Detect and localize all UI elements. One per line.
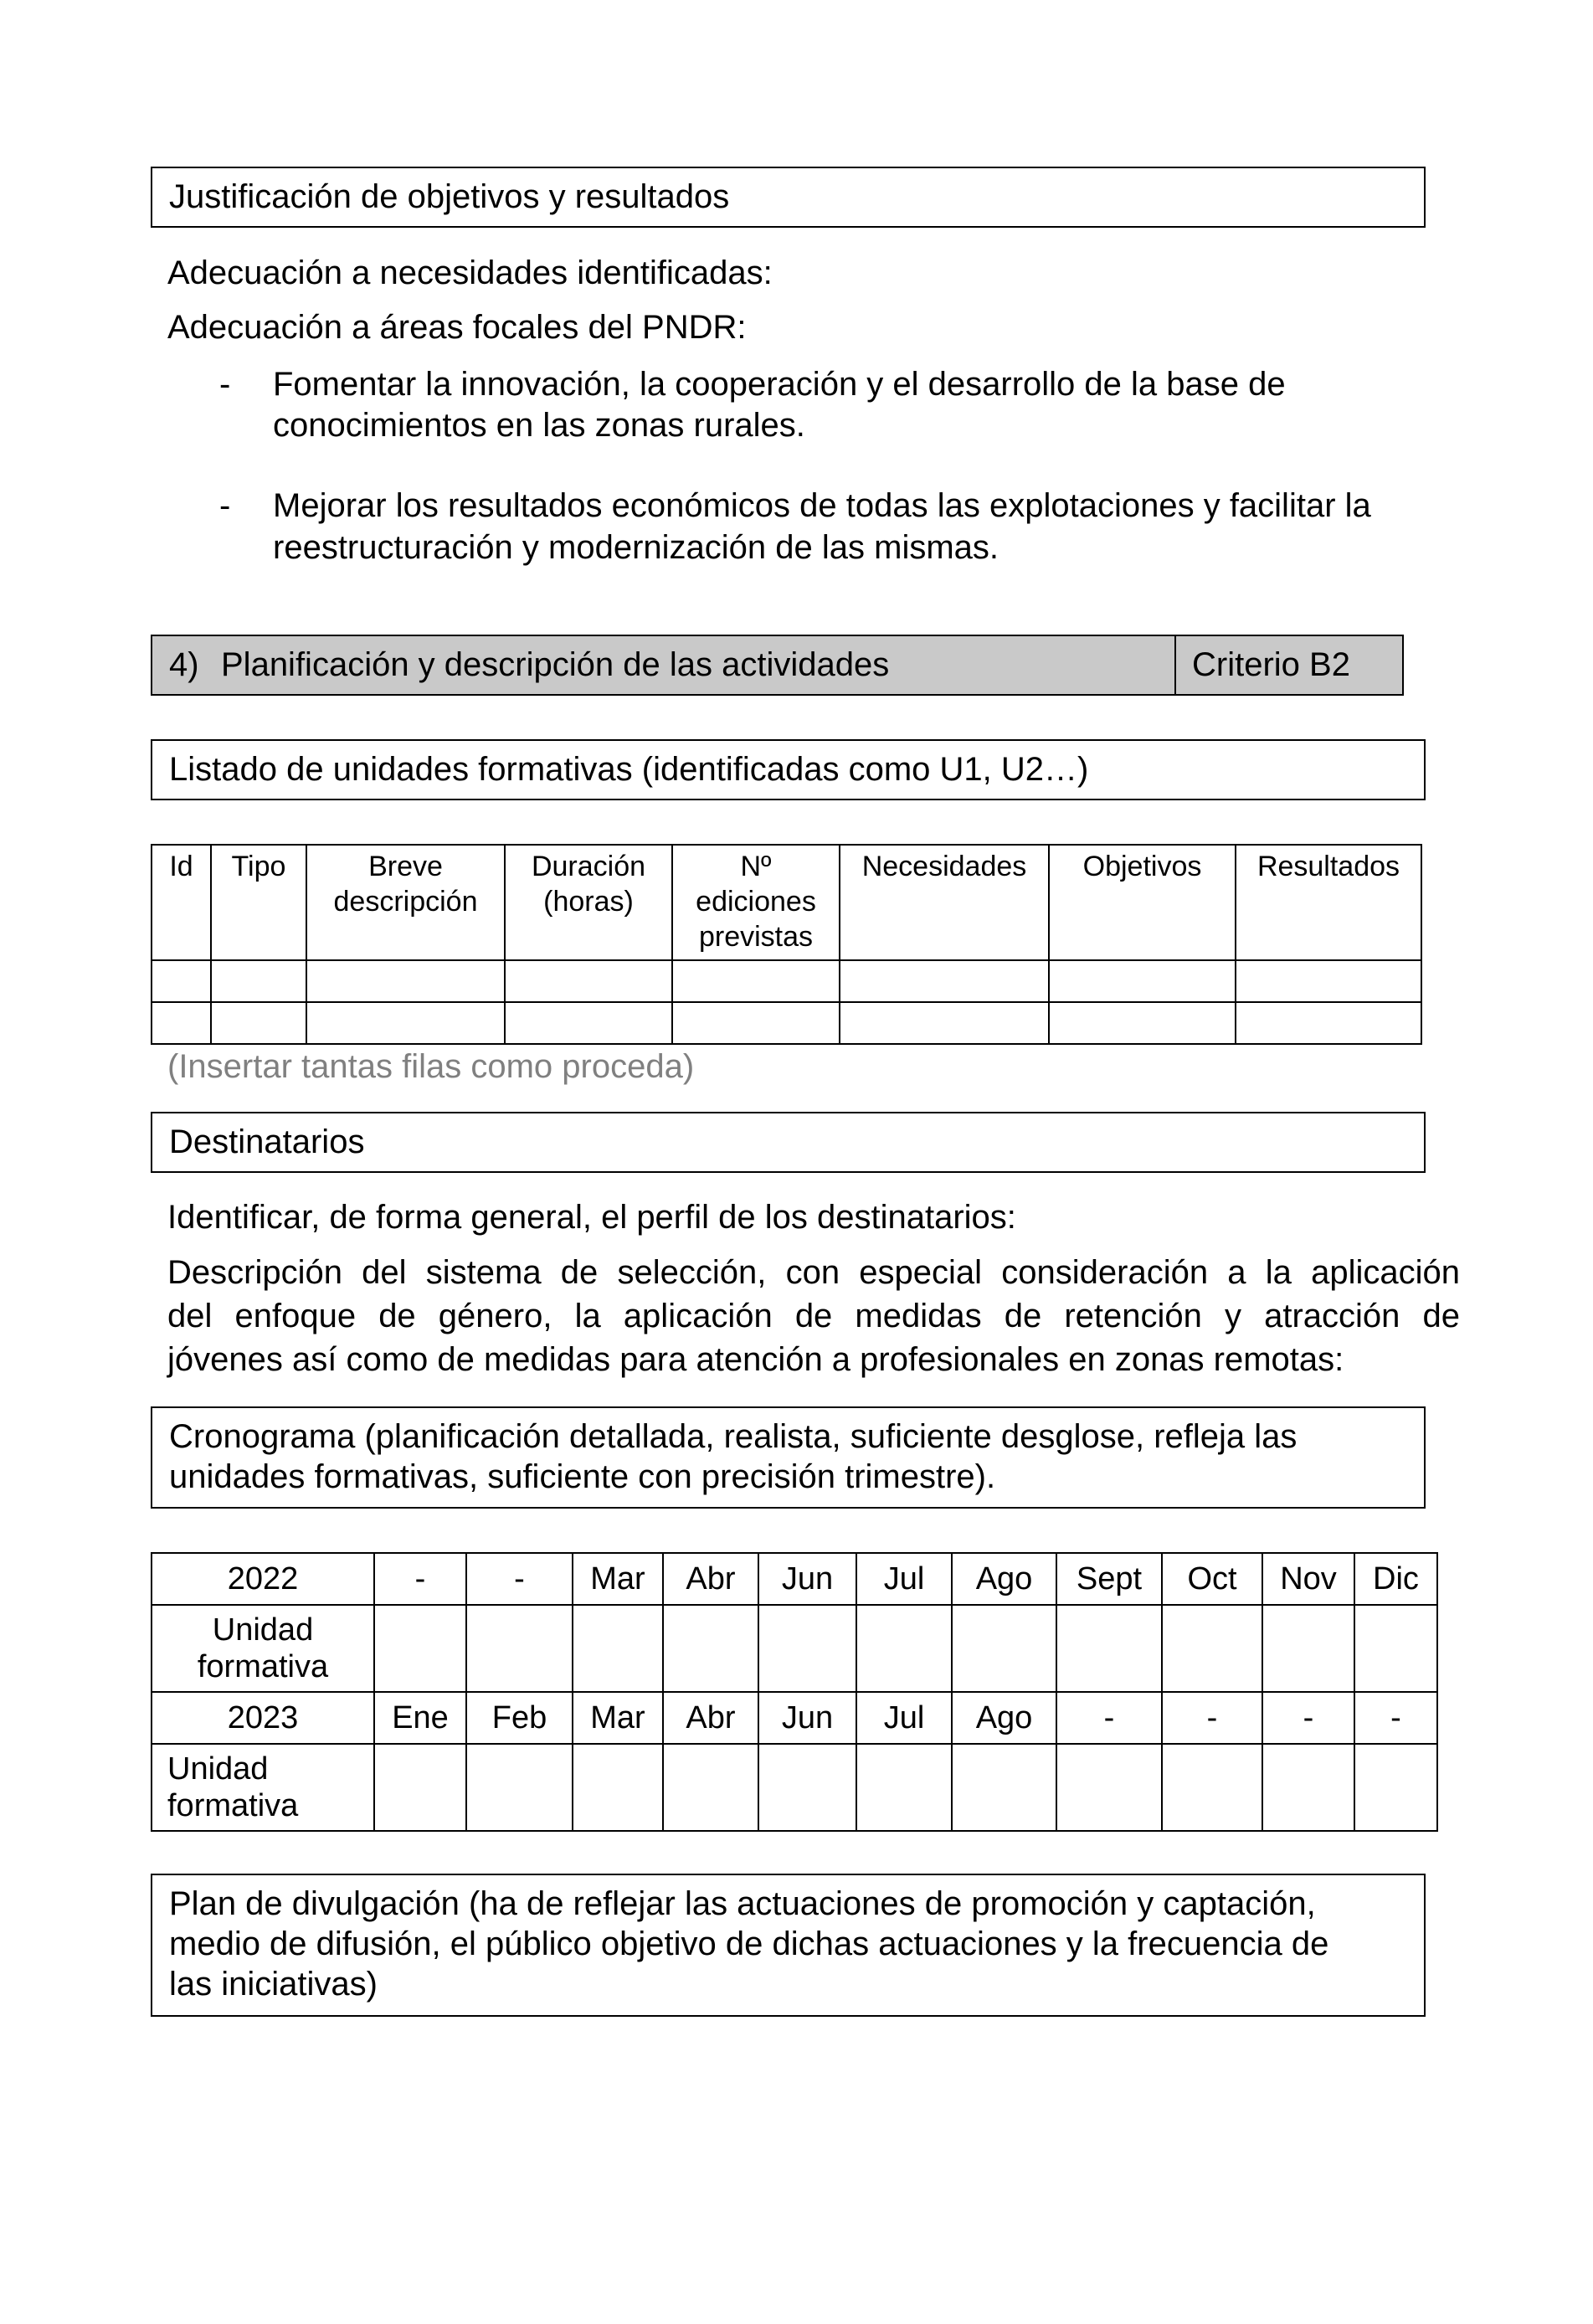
month-cell: Oct xyxy=(1162,1553,1262,1605)
month-cell: Dic xyxy=(1354,1553,1437,1605)
table-cell[interactable] xyxy=(211,1002,306,1044)
justificacion-header: Justificación de objetivos y resultados xyxy=(169,178,730,215)
unidad-formativa-label: Unidad formativa xyxy=(152,1605,374,1692)
table-cell[interactable] xyxy=(672,960,840,1002)
month-cell: - xyxy=(466,1553,573,1605)
divulgacion-line-1: Plan de divulgación (ha de reflejar las actuaciones de promoción y captación, xyxy=(169,1885,1316,1922)
unidades-table xyxy=(151,844,1422,1045)
table-cell[interactable] xyxy=(1262,1744,1354,1831)
table-cell[interactable] xyxy=(374,1605,466,1692)
table-cell[interactable] xyxy=(1236,960,1421,1002)
month-cell: - xyxy=(1162,1692,1262,1744)
table-cell[interactable] xyxy=(856,1605,952,1692)
unidad-formativa-label: Unidad formativa xyxy=(152,1744,374,1831)
table-cell[interactable] xyxy=(758,1605,856,1692)
listado-header: Listado de unidades formativas (identificadas como U1, U2…) xyxy=(169,751,1089,788)
table-row xyxy=(152,1553,1437,1605)
table-cell[interactable] xyxy=(152,960,211,1002)
year-2022: 2022 xyxy=(152,1553,374,1605)
table-cell[interactable] xyxy=(505,960,672,1002)
table-row xyxy=(152,960,1421,1002)
table-cell[interactable] xyxy=(1162,1605,1262,1692)
bullet-dash: - xyxy=(219,487,231,524)
table-cell[interactable] xyxy=(1162,1744,1262,1831)
table-cell[interactable] xyxy=(758,1744,856,1831)
bullet-1-line-1: Fomentar la innovación, la cooperación y el desarrollo de la base de xyxy=(273,366,1286,403)
table-cell[interactable] xyxy=(952,1744,1056,1831)
table-cell[interactable] xyxy=(672,1002,840,1044)
month-cell: - xyxy=(1354,1692,1437,1744)
col-header-id: Id xyxy=(152,845,211,960)
month-cell: - xyxy=(1262,1692,1354,1744)
destinatarios-header-box xyxy=(151,1112,1426,1173)
cronograma-header-box xyxy=(151,1406,1426,1509)
seleccion-line-1: Descripción del sistema de selección, con especial consideración a la aplicación xyxy=(167,1254,1460,1291)
table-cell[interactable] xyxy=(306,960,505,1002)
table-cell[interactable] xyxy=(663,1744,758,1831)
criterio-divider xyxy=(1174,636,1176,694)
table-cell[interactable] xyxy=(1354,1605,1437,1692)
table-cell[interactable] xyxy=(1056,1605,1162,1692)
table-cell[interactable] xyxy=(466,1605,573,1692)
bullet-2-line-1: Mejorar los resultados económicos de todas las explotaciones y facilitar la xyxy=(273,487,1371,524)
table-cell[interactable] xyxy=(1056,1744,1162,1831)
month-cell: Jul xyxy=(856,1553,952,1605)
col-header-objetivos: Objetivos xyxy=(1049,845,1236,960)
table-cell[interactable] xyxy=(840,960,1049,1002)
month-cell: Jun xyxy=(758,1692,856,1744)
month-cell: - xyxy=(1056,1692,1162,1744)
year-2023: 2023 xyxy=(152,1692,374,1744)
table-cell[interactable] xyxy=(152,1002,211,1044)
perfil-label: Identificar, de forma general, el perfil de los destinatarios: xyxy=(167,1199,1016,1236)
justificacion-header-box xyxy=(151,167,1426,228)
month-cell: Sept xyxy=(1056,1553,1162,1605)
month-cell: Nov xyxy=(1262,1553,1354,1605)
table-cell[interactable] xyxy=(1262,1605,1354,1692)
seleccion-line-2: del enfoque de género, la aplicación de medidas de retención y atracción de xyxy=(167,1298,1460,1334)
section-number: 4) xyxy=(169,646,199,683)
cronograma-table xyxy=(151,1552,1438,1832)
criterio-label: Criterio B2 xyxy=(1192,646,1350,683)
table-cell[interactable] xyxy=(466,1744,573,1831)
bullet-2-line-2: reestructuración y modernización de las mismas. xyxy=(273,529,999,566)
table-cell[interactable] xyxy=(663,1605,758,1692)
insert-rows-note: (Insertar tantas filas como proceda) xyxy=(167,1048,695,1085)
col-header-necesidades: Necesidades xyxy=(840,845,1049,960)
month-cell: Abr xyxy=(663,1692,758,1744)
table-cell[interactable] xyxy=(1236,1002,1421,1044)
table-cell[interactable] xyxy=(1049,1002,1236,1044)
bullet-dash: - xyxy=(219,366,231,403)
col-header-duracion: Duración (horas) xyxy=(505,845,672,960)
month-cell: Ene xyxy=(374,1692,466,1744)
table-row xyxy=(152,1605,1437,1692)
table-row xyxy=(152,1692,1437,1744)
table-cell[interactable] xyxy=(1354,1744,1437,1831)
divulgacion-box xyxy=(151,1874,1426,2017)
table-cell[interactable] xyxy=(1049,960,1236,1002)
table-row xyxy=(152,1744,1437,1831)
month-cell: Abr xyxy=(663,1553,758,1605)
section-title: Planificación y descripción de las actividades xyxy=(221,646,890,683)
planificacion-header-box xyxy=(151,635,1404,696)
cronograma-header-line-2: unidades formativas, suficiente con precisión trimestre). xyxy=(169,1458,996,1495)
areas-label: Adecuación a áreas focales del PNDR: xyxy=(167,309,747,346)
month-cell: - xyxy=(374,1553,466,1605)
bullet-1-line-2: conocimientos en las zonas rurales. xyxy=(273,407,805,444)
month-cell: Jul xyxy=(856,1692,952,1744)
table-cell[interactable] xyxy=(211,960,306,1002)
divulgacion-line-2: medio de difusión, el público objetivo de dichas actuaciones y la frecuencia de xyxy=(169,1926,1329,1962)
table-cell[interactable] xyxy=(505,1002,672,1044)
cronograma-header-line-1: Cronograma (planificación detallada, realista, suficiente desglose, refleja las xyxy=(169,1418,1298,1455)
table-cell[interactable] xyxy=(840,1002,1049,1044)
col-header-resultados: Resultados xyxy=(1236,845,1421,960)
table-cell[interactable] xyxy=(856,1744,952,1831)
table-row xyxy=(152,1002,1421,1044)
listado-header-box xyxy=(151,739,1426,800)
month-cell: Jun xyxy=(758,1553,856,1605)
col-header-ediciones: Nº ediciones previstas xyxy=(672,845,840,960)
seleccion-line-3: jóvenes así como de medidas para atención a profesionales en zonas remotas: xyxy=(167,1341,1344,1378)
destinatarios-header: Destinatarios xyxy=(169,1123,365,1160)
month-cell: Mar xyxy=(573,1553,663,1605)
table-cell[interactable] xyxy=(573,1605,663,1692)
necesidades-label: Adecuación a necesidades identificadas: xyxy=(167,255,773,291)
table-cell[interactable] xyxy=(952,1605,1056,1692)
table-cell[interactable] xyxy=(374,1744,466,1831)
month-cell: Feb xyxy=(466,1692,573,1744)
table-cell[interactable] xyxy=(306,1002,505,1044)
month-cell: Mar xyxy=(573,1692,663,1744)
col-header-tipo: Tipo xyxy=(211,845,306,960)
divulgacion-line-3: las iniciativas) xyxy=(169,1966,378,2003)
table-cell[interactable] xyxy=(573,1744,663,1831)
month-cell: Ago xyxy=(952,1553,1056,1605)
month-cell: Ago xyxy=(952,1692,1056,1744)
col-header-breve-descripcion: Breve descripción xyxy=(306,845,505,960)
